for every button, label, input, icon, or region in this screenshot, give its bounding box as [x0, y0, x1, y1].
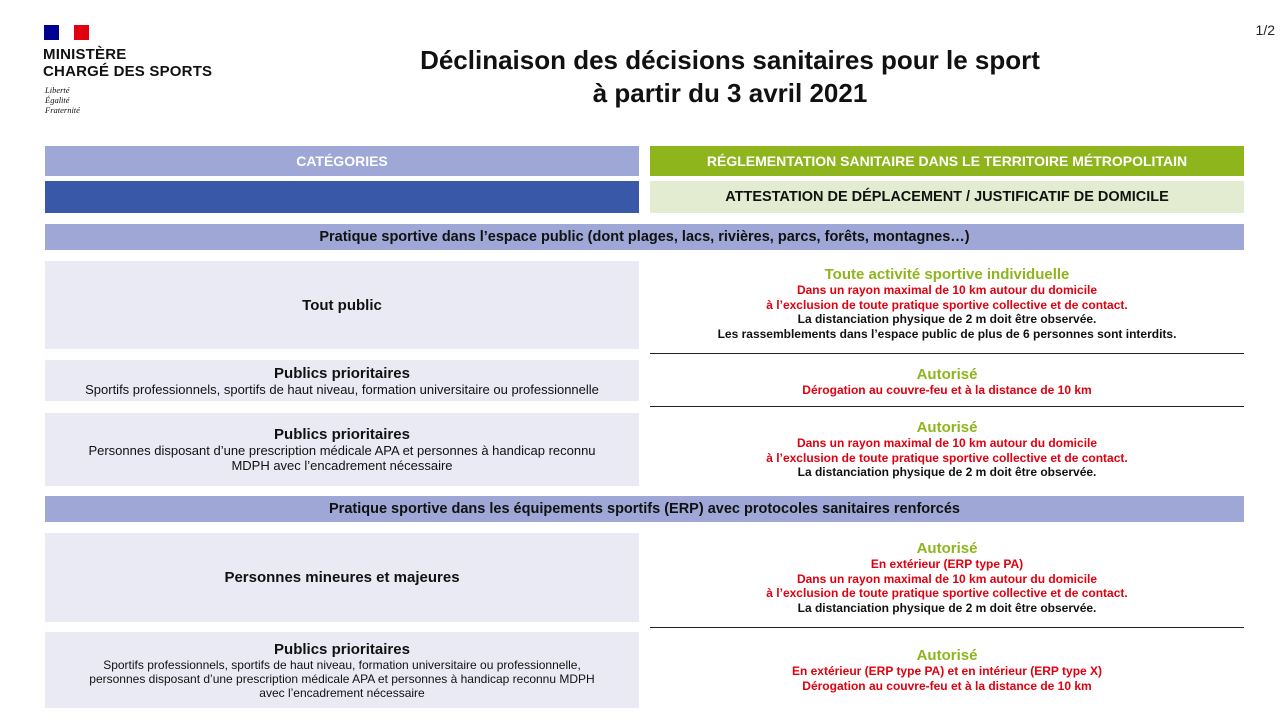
black-note: La distanciation physique de 2 m doit être observée.: [797, 600, 1097, 615]
category-cell: [45, 360, 639, 401]
ministry-line-2: CHARGÉ DES SPORTS: [43, 63, 213, 80]
category-title: Personnes mineures et majeures: [224, 569, 460, 586]
red-note: En extérieur (ERP type PA): [870, 557, 1024, 571]
page-number: 1/2: [1255, 22, 1275, 38]
category-cell: [45, 632, 639, 708]
status-label: Autorisé: [916, 540, 978, 557]
row-divider: [650, 627, 1244, 628]
category-description: personnes disposant d’une prescription médicale APA et personnes à handicap reconnu MDPH: [89, 671, 595, 686]
category-description: MDPH avec l’encadrement nécessaire: [231, 458, 453, 473]
red-note: Dans un rayon maximal de 10 km autour du domicile: [796, 436, 1098, 450]
black-note: Les rassemblements dans l’espace public de plus de 6 personnes sont interdits.: [717, 326, 1177, 341]
category-title: Publics prioritaires: [274, 364, 410, 382]
red-note: Dérogation au couvre-feu et à la distance de 10 km: [802, 678, 1092, 693]
category-title: Publics prioritaires: [274, 426, 410, 443]
regulation-cell: [650, 540, 1244, 615]
red-note: à l’exclusion de toute pratique sportive collective et de contact.: [766, 450, 1128, 465]
section-title-sports-facilities: Pratique sportive dans les équipements sportifs (ERP) avec protocoles sanitaires renforcés: [45, 496, 1244, 522]
category-description: Personnes disposant d’une prescription médicale APA et personnes à handicap reconnu: [88, 443, 596, 458]
title-line-2: à partir du 3 avril 2021: [592, 78, 868, 108]
ministry-line-1: MINISTÈRE: [43, 46, 127, 63]
category-description: avec l’encadrement nécessaire: [259, 685, 425, 700]
attestation-header: ATTESTATION DE DÉPLACEMENT / JUSTIFICATIF DE DOMICILE: [650, 181, 1244, 213]
status-label: Autorisé: [916, 647, 978, 664]
regulation-header: RÉGLEMENTATION SANITAIRE DANS LE TERRITOIRE MÉTROPOLITAIN: [650, 146, 1244, 176]
categories-header: CATÉGORIES: [45, 146, 639, 176]
french-flag-logo: [44, 25, 89, 40]
red-note: En extérieur (ERP type PA) et en intérieur (ERP type X): [791, 664, 1103, 678]
red-note: Dans un rayon maximal de 10 km autour du domicile: [796, 283, 1098, 297]
motto-liberte: Liberté: [45, 85, 70, 95]
category-cell: [45, 533, 639, 622]
status-label: Autorisé: [916, 419, 978, 436]
row-divider: [650, 406, 1244, 407]
category-description: Sportifs professionnels, sportifs de haut niveau, formation universitaire ou professionnelle: [85, 381, 599, 397]
row-divider: [650, 353, 1244, 354]
motto-fraternite: Fraternité: [45, 105, 80, 115]
category-cell: [45, 413, 639, 486]
section-title-public-space: Pratique sportive dans l’espace public (dont plages, lacs, rivières, parcs, forêts, montagnes…): [45, 224, 1244, 250]
regulation-cell: [650, 419, 1244, 480]
regulation-cell: [650, 266, 1244, 341]
regulation-cell: [650, 366, 1244, 398]
category-title: Tout public: [302, 296, 382, 314]
header-spacer-bar: [45, 181, 639, 213]
title-line-1: Déclinaison des décisions sanitaires pour le sport: [420, 45, 1040, 75]
red-note: à l’exclusion de toute pratique sportive collective et de contact.: [766, 297, 1128, 312]
red-note: Dérogation au couvre-feu et à la distance de 10 km: [802, 383, 1092, 397]
category-description: Sportifs professionnels, sportifs de haut niveau, formation universitaire ou professionnelle,: [103, 657, 581, 672]
red-note: Dans un rayon maximal de 10 km autour du domicile: [796, 571, 1098, 586]
status-label: Toute activité sportive individuelle: [824, 266, 1070, 283]
category-title: Publics prioritaires: [274, 640, 410, 658]
black-note: La distanciation physique de 2 m doit être observée.: [797, 465, 1097, 479]
ministry-name: [43, 46, 212, 80]
black-note: La distanciation physique de 2 m doit être observée.: [797, 312, 1097, 326]
page-title: [340, 44, 1120, 110]
regulation-cell: [650, 647, 1244, 693]
motto-egalite: Égalité: [45, 95, 70, 105]
republic-motto: [45, 85, 80, 115]
category-cell: [45, 261, 639, 349]
status-label: Autorisé: [916, 366, 978, 383]
red-note: à l’exclusion de toute pratique sportive collective et de contact.: [766, 586, 1128, 600]
